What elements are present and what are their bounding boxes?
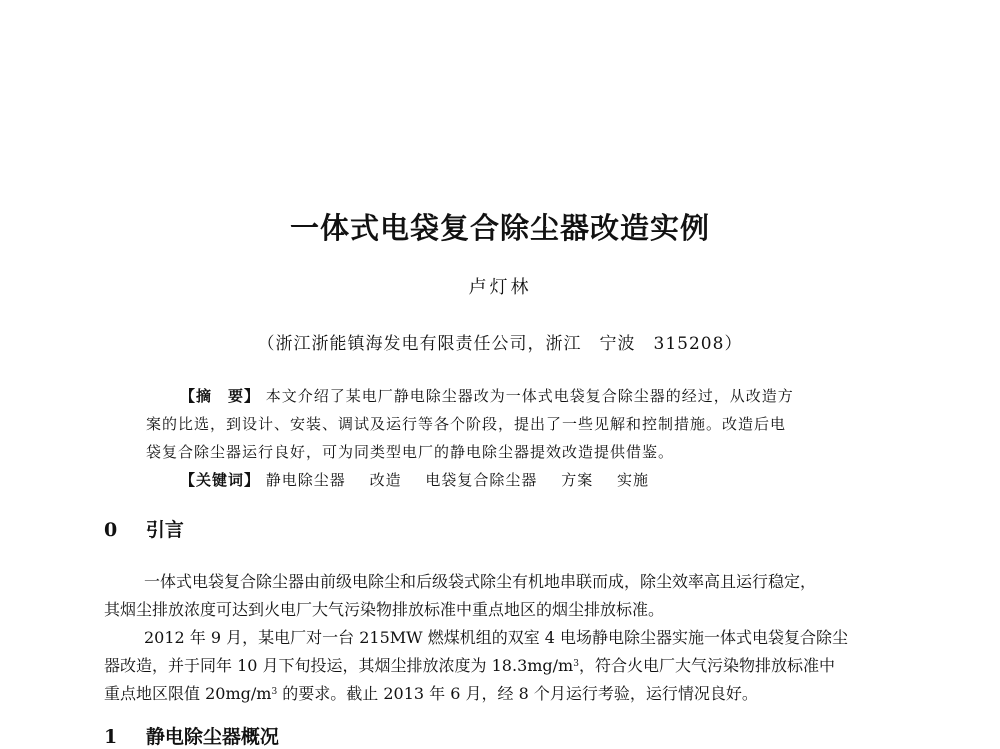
abstract-block [146,382,866,494]
abstract-line-2: 案的比选，到设计、安装、调试及运行等各个阶段，提出了一些见解和控制措施。改造后电 [146,415,787,433]
body-line-5 [104,680,900,708]
keyword: 电袋复合除尘器 [425,471,538,489]
section-number: 1 [104,726,118,748]
keyword: 实施 [616,471,649,489]
section-heading-0 [104,515,184,542]
body-line-2: 其烟尘排放浓度可达到火电厂大气污染物排放标准中重点地区的烟尘排放标准。 [104,600,665,619]
abstract-line-3: 袋复合除尘器运行良好，可为同类型电厂的静电除尘器提效改造提供借鉴。 [146,443,675,461]
keywords-line [146,466,866,494]
superscript: 3 [271,687,278,697]
section-title: 静电除尘器概况 [145,726,279,748]
keyword: 方案 [561,471,594,489]
body-line-5-b: 的要求。截止 2013 年 6 月，经 8 个月运行考验，运行情况良好。 [277,684,758,703]
superscript: 3 [573,659,579,669]
keyword: 静电除尘器 [265,471,346,489]
body-line-3: 2012 年 9 月，某电厂对一台 215MW 燃煤机组的双室 4 电场静电除尘器实施一体式电袋复合除尘 [144,628,849,647]
affiliation: （浙江浙能镇海发电有限责任公司，浙江 宁波 315208） [257,334,743,354]
abstract-label: 【摘 要】 [180,387,261,405]
body-line-4 [104,652,900,680]
section-title: 引言 [145,519,184,541]
keyword: 改造 [369,471,402,489]
abstract-line-1 [146,382,866,410]
body-line-4-a: 器改造，并于同年 10 月下旬投运，其烟尘排放浓度为 18.3mg/m [104,656,574,675]
body-text [104,568,900,708]
keywords-label: 【关键词】 [180,471,261,489]
section-heading-1 [104,722,279,749]
section-number: 0 [104,519,118,541]
author-name: 卢灯林 [468,277,532,298]
paper-title: 一体式电袋复合除尘器改造实例 [289,211,710,245]
body-line-1: 一体式电袋复合除尘器由前级电除尘和后级袋式除尘有机地串联而成，除尘效率高且运行稳定， [144,572,817,591]
body-line-5-a: 重点地区限值 20mg/m [104,684,272,703]
body-line-4-b: ，符合火电厂大气污染物排放标准中 [578,656,835,675]
abstract-text-1: 本文介绍了某电厂静电除尘器改为一体式电袋复合除尘器的经过，从改造方 [265,387,794,405]
